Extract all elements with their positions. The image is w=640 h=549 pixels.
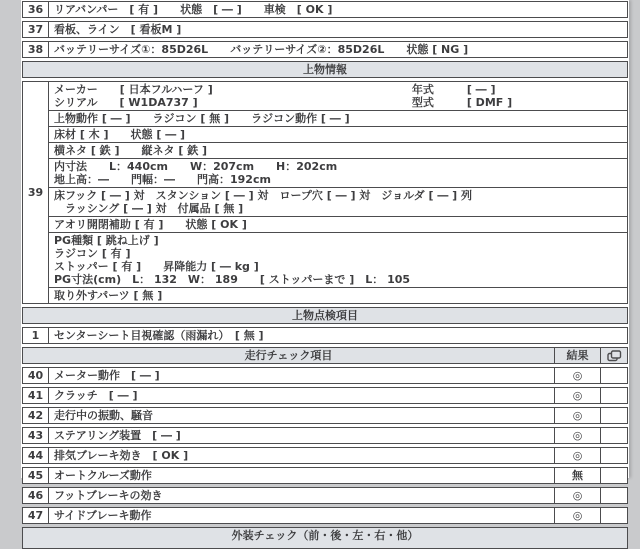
serial-label: シリアル [ W1DA737 ] <box>54 96 198 109</box>
check-row <box>22 427 628 444</box>
info-row-operation: 上物動作 [ ― ] ラジコン [ 無 ] ラジコン動作 [ ― ] <box>49 111 627 127</box>
maker-label: メーカー [ 日本フルハーフ ] <box>54 83 213 96</box>
row-number: 37 <box>23 22 49 37</box>
row-number: 36 <box>23 2 49 17</box>
result-value: ◎ <box>554 448 600 463</box>
row-number: 42 <box>23 408 49 423</box>
model-year-label: 年式 [ ― ] <box>411 83 496 96</box>
row-number: 43 <box>23 428 49 443</box>
photo-cell <box>600 508 627 523</box>
check-row <box>22 387 628 404</box>
row-text: フットブレーキの効き <box>54 489 163 502</box>
row-number: 40 <box>23 368 49 383</box>
superstructure-info-block <box>22 81 628 304</box>
info-row-removal-parts: 取り外すパーツ [ 無 ] <box>54 289 163 302</box>
row-text: リアバンパー [ 有 ] 状態 [ ― ] 車検 [ OK ] <box>54 3 333 16</box>
inspection-sheet <box>21 0 629 542</box>
row-number: 38 <box>23 42 49 57</box>
row-number: 44 <box>23 448 49 463</box>
section-title: 走行チェック項目 <box>244 349 333 362</box>
row-text: 排気ブレーキ効き [ OK ] <box>54 449 189 462</box>
row-text: クラッチ [ ― ] <box>54 389 138 402</box>
row-text: オートクルーズ動作 <box>54 469 152 482</box>
check-row <box>22 487 628 504</box>
table-row <box>22 1 628 18</box>
photo-cell <box>600 408 627 423</box>
section-header-superstructure-info <box>22 61 628 78</box>
row-text: バッテリーサイズ①：85D26L バッテリーサイズ②：85D26L 状態 [ NG ] <box>54 43 469 56</box>
check-row <box>22 407 628 424</box>
info-row-maker-serial <box>49 82 627 111</box>
check-row <box>22 367 628 384</box>
info-row-aori: アオリ開閉補助 [ 有 ] 状態 [ OK ] <box>49 217 627 233</box>
photo-cell <box>600 488 627 503</box>
info-row-girders: 横ネタ [ 鉄 ] 縦ネタ [ 鉄 ] <box>49 143 627 159</box>
result-column-header: 結果 <box>554 348 600 363</box>
check-row <box>22 507 628 524</box>
result-value: ◎ <box>554 368 600 383</box>
table-row <box>22 21 628 38</box>
section-header-driving-check <box>22 347 628 364</box>
photo-cell <box>600 468 627 483</box>
result-value: 無 <box>554 468 600 483</box>
info-row-floor: 床材 [ 木 ] 状態 [ ― ] <box>49 127 627 143</box>
section-title: 上物点検項目 <box>292 309 358 322</box>
section-title: 上物情報 <box>303 63 347 76</box>
result-value: ◎ <box>554 488 600 503</box>
copy-icon-cell[interactable] <box>600 348 627 363</box>
row-text: メーター動作 [ ― ] <box>54 369 160 382</box>
check-row <box>22 467 628 484</box>
row-text: センターシート目視確認（雨漏れ） [ 無 ] <box>54 329 264 342</box>
copy-icon[interactable] <box>607 350 622 362</box>
row-number: 39 <box>23 82 49 303</box>
row-number: 1 <box>23 328 49 343</box>
row-number: 45 <box>23 468 49 483</box>
model-code-label: 型式 [ DMF ] <box>411 96 513 109</box>
row-text: 看板、ライン [ 看板M ] <box>54 23 182 36</box>
result-value: ◎ <box>554 388 600 403</box>
row-number: 41 <box>23 388 49 403</box>
info-row-inner-dimensions: 内寸法 L：440cm W：207cm H：202cm 地上高：― 門幅：― 門高：192cm <box>49 159 627 188</box>
photo-cell <box>600 368 627 383</box>
section-header-exterior-check <box>22 527 628 549</box>
table-row <box>22 327 628 344</box>
result-value: ◎ <box>554 508 600 523</box>
section-header-superstructure-check <box>22 307 628 324</box>
info-row-hooks: 床フック [ ― ] 対 スタンション [ ― ] 対 ロープ穴 [ ― ] 対 ジョルダ [ ― ] 列 ラッシング [ ― ] 対 付属品 [ 無 ] <box>49 188 627 217</box>
row-number: 46 <box>23 488 49 503</box>
row-number: 47 <box>23 508 49 523</box>
row-text: ステアリング装置 [ ― ] <box>54 429 181 442</box>
section-title: 外装チェック（前・後・左・右・他） <box>231 529 419 542</box>
table-row <box>22 41 628 58</box>
photo-cell <box>600 428 627 443</box>
result-value: ◎ <box>554 408 600 423</box>
result-value: ◎ <box>554 428 600 443</box>
row-text: 走行中の振動、騒音 <box>54 409 153 422</box>
photo-cell <box>600 448 627 463</box>
row-text: サイドブレーキ動作 <box>54 509 152 522</box>
check-row <box>22 447 628 464</box>
info-row-powergate: PG種類 [ 跳ね上げ ] ラジコン [ 有 ] ストッパー [ 有 ] 昇降能力 [ ― kg ] PG寸法(cm) L： 132 W： 189 [ ストッパーまで ] L： 105 <box>49 233 627 288</box>
photo-cell <box>600 388 627 403</box>
